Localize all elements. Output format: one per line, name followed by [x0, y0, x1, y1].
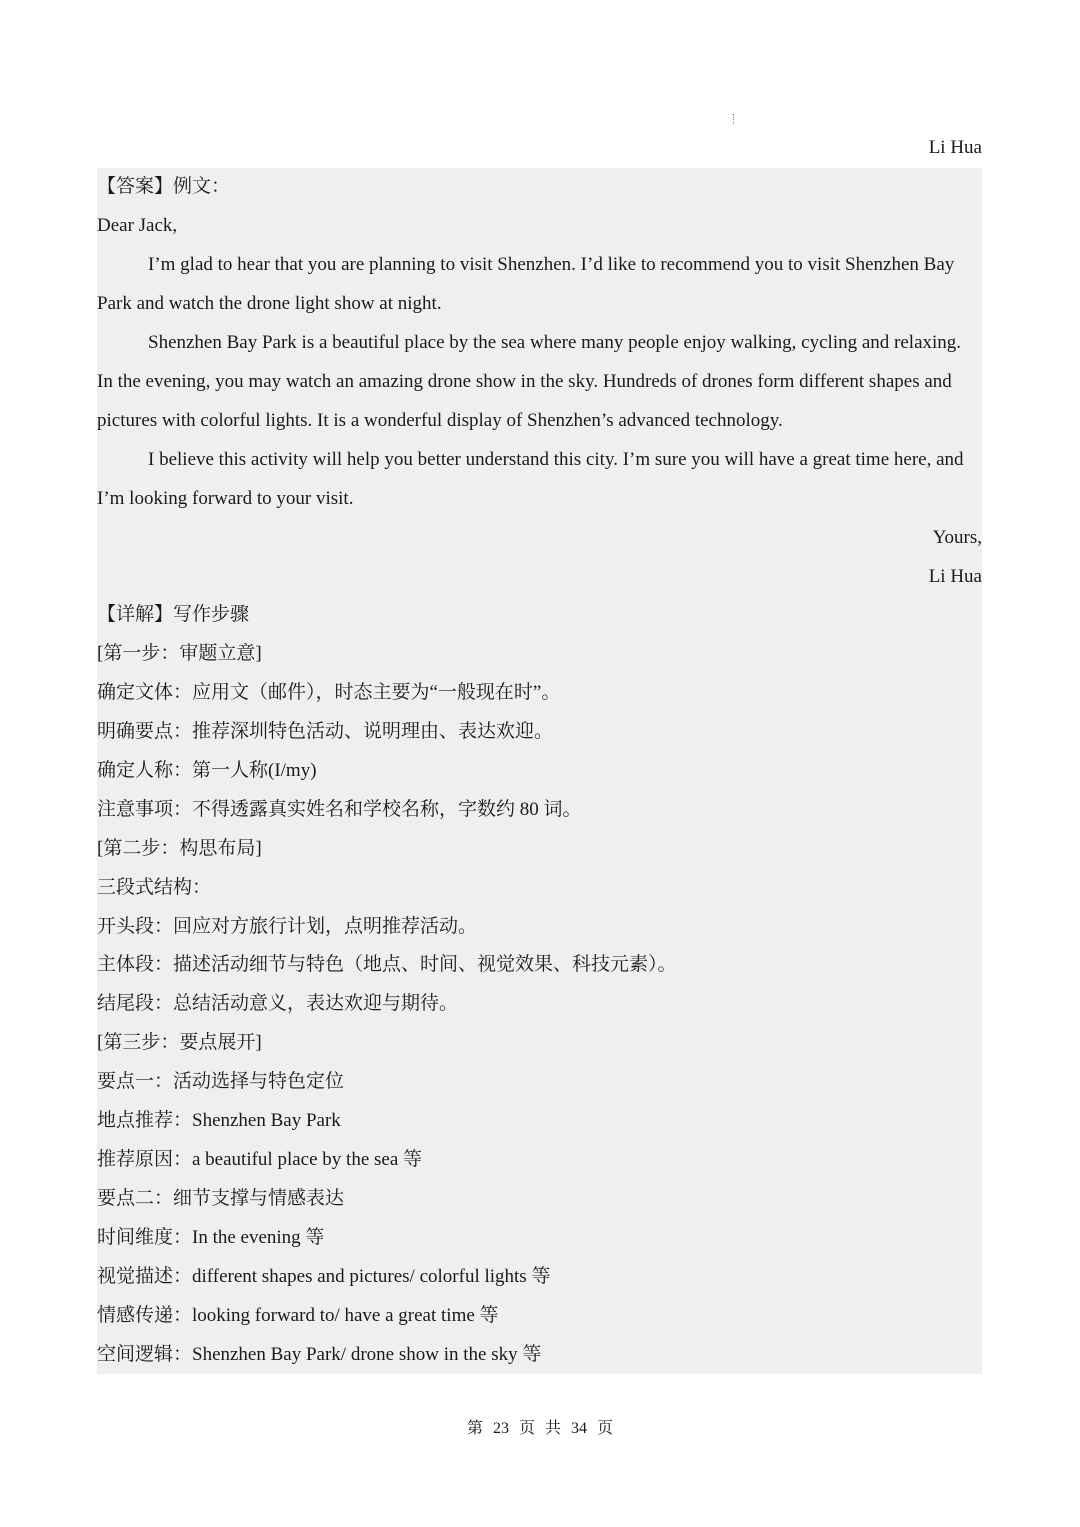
previous-signature: Li Hua [928, 137, 982, 158]
step-2-heading: [第二步：构思布局] [97, 838, 262, 859]
step-3-point-2: 要点二：细节支撑与情感表达 [97, 1188, 345, 1209]
step-3-space: 空间逻辑：Shenzhen Bay Park/ drone show in the sky 等 [97, 1344, 542, 1365]
step-3-time: 时间维度：In the evening 等 [97, 1227, 325, 1248]
step-1-item-notes: 注意事项：不得透露真实姓名和学校名称，字数约 80 词。 [97, 799, 582, 820]
step-1-item-genre: 确定文体：应用文（邮件），时态主要为“一般现在时”。 [97, 682, 561, 703]
step-3-location: 地点推荐：Shenzhen Bay Park [97, 1110, 341, 1131]
letter-closing: Yours, [932, 527, 982, 548]
answer-heading: 【答案】例文： [97, 176, 231, 197]
step-2-structure: 三段式结构： [97, 877, 212, 898]
margin-tick-mark [733, 114, 735, 124]
step-3-reason: 推荐原因：a beautiful place by the sea 等 [97, 1149, 423, 1170]
step-1-item-points: 明确要点：推荐深圳特色活动、说明理由、表达欢迎。 [97, 721, 554, 742]
letter-paragraph-2-line-2: In the evening, you may watch an amazing drone show in the sky. Hundreds of drones form different shapes and [97, 371, 952, 392]
letter-paragraph-2-line-3: pictures with colorful lights. It is a wonderful display of Shenzhen’s advanced technology. [97, 410, 783, 431]
step-3-heading: [第三步：要点展开] [97, 1032, 262, 1053]
letter-greeting: Dear Jack, [97, 215, 178, 236]
step-1-heading: [第一步：审题立意] [97, 643, 262, 664]
letter-paragraph-3-line-1: I believe this activity will help you better understand this city. I’m sure you will have a great time here, and [148, 449, 964, 470]
step-3-emotion: 情感传递：looking forward to/ have a great time 等 [97, 1305, 499, 1326]
step-2-ending: 结尾段：总结活动意义，表达欢迎与期待。 [97, 993, 459, 1014]
letter-paragraph-1-line-1: I’m glad to hear that you are planning to visit Shenzhen. I’d like to recommend you to visit Shenzhen Bay [148, 254, 955, 275]
step-2-opening: 开头段：回应对方旅行计划，点明推荐活动。 [97, 916, 478, 937]
step-1-item-person: 确定人称：第一人称(I/my) [97, 760, 317, 781]
letter-paragraph-1-line-2: Park and watch the drone light show at night. [97, 293, 442, 314]
step-2-body: 主体段：描述活动细节与特色（地点、时间、视觉效果、科技元素）。 [97, 954, 677, 975]
letter-paragraph-3-line-2: I’m looking forward to your visit. [97, 488, 354, 509]
answer-highlight-block [97, 168, 982, 1374]
step-3-point-1: 要点一：活动选择与特色定位 [97, 1071, 345, 1092]
details-heading: 【详解】写作步骤 [97, 604, 250, 625]
page-number-footer: 第 23 页 共 34 页 [466, 1420, 613, 1437]
letter-paragraph-2-line-1: Shenzhen Bay Park is a beautiful place by the sea where many people enjoy walking, cycling and relaxing. [148, 332, 962, 353]
step-3-visual: 视觉描述：different shapes and pictures/ colorful lights 等 [97, 1266, 551, 1287]
letter-signature: Li Hua [928, 566, 982, 587]
